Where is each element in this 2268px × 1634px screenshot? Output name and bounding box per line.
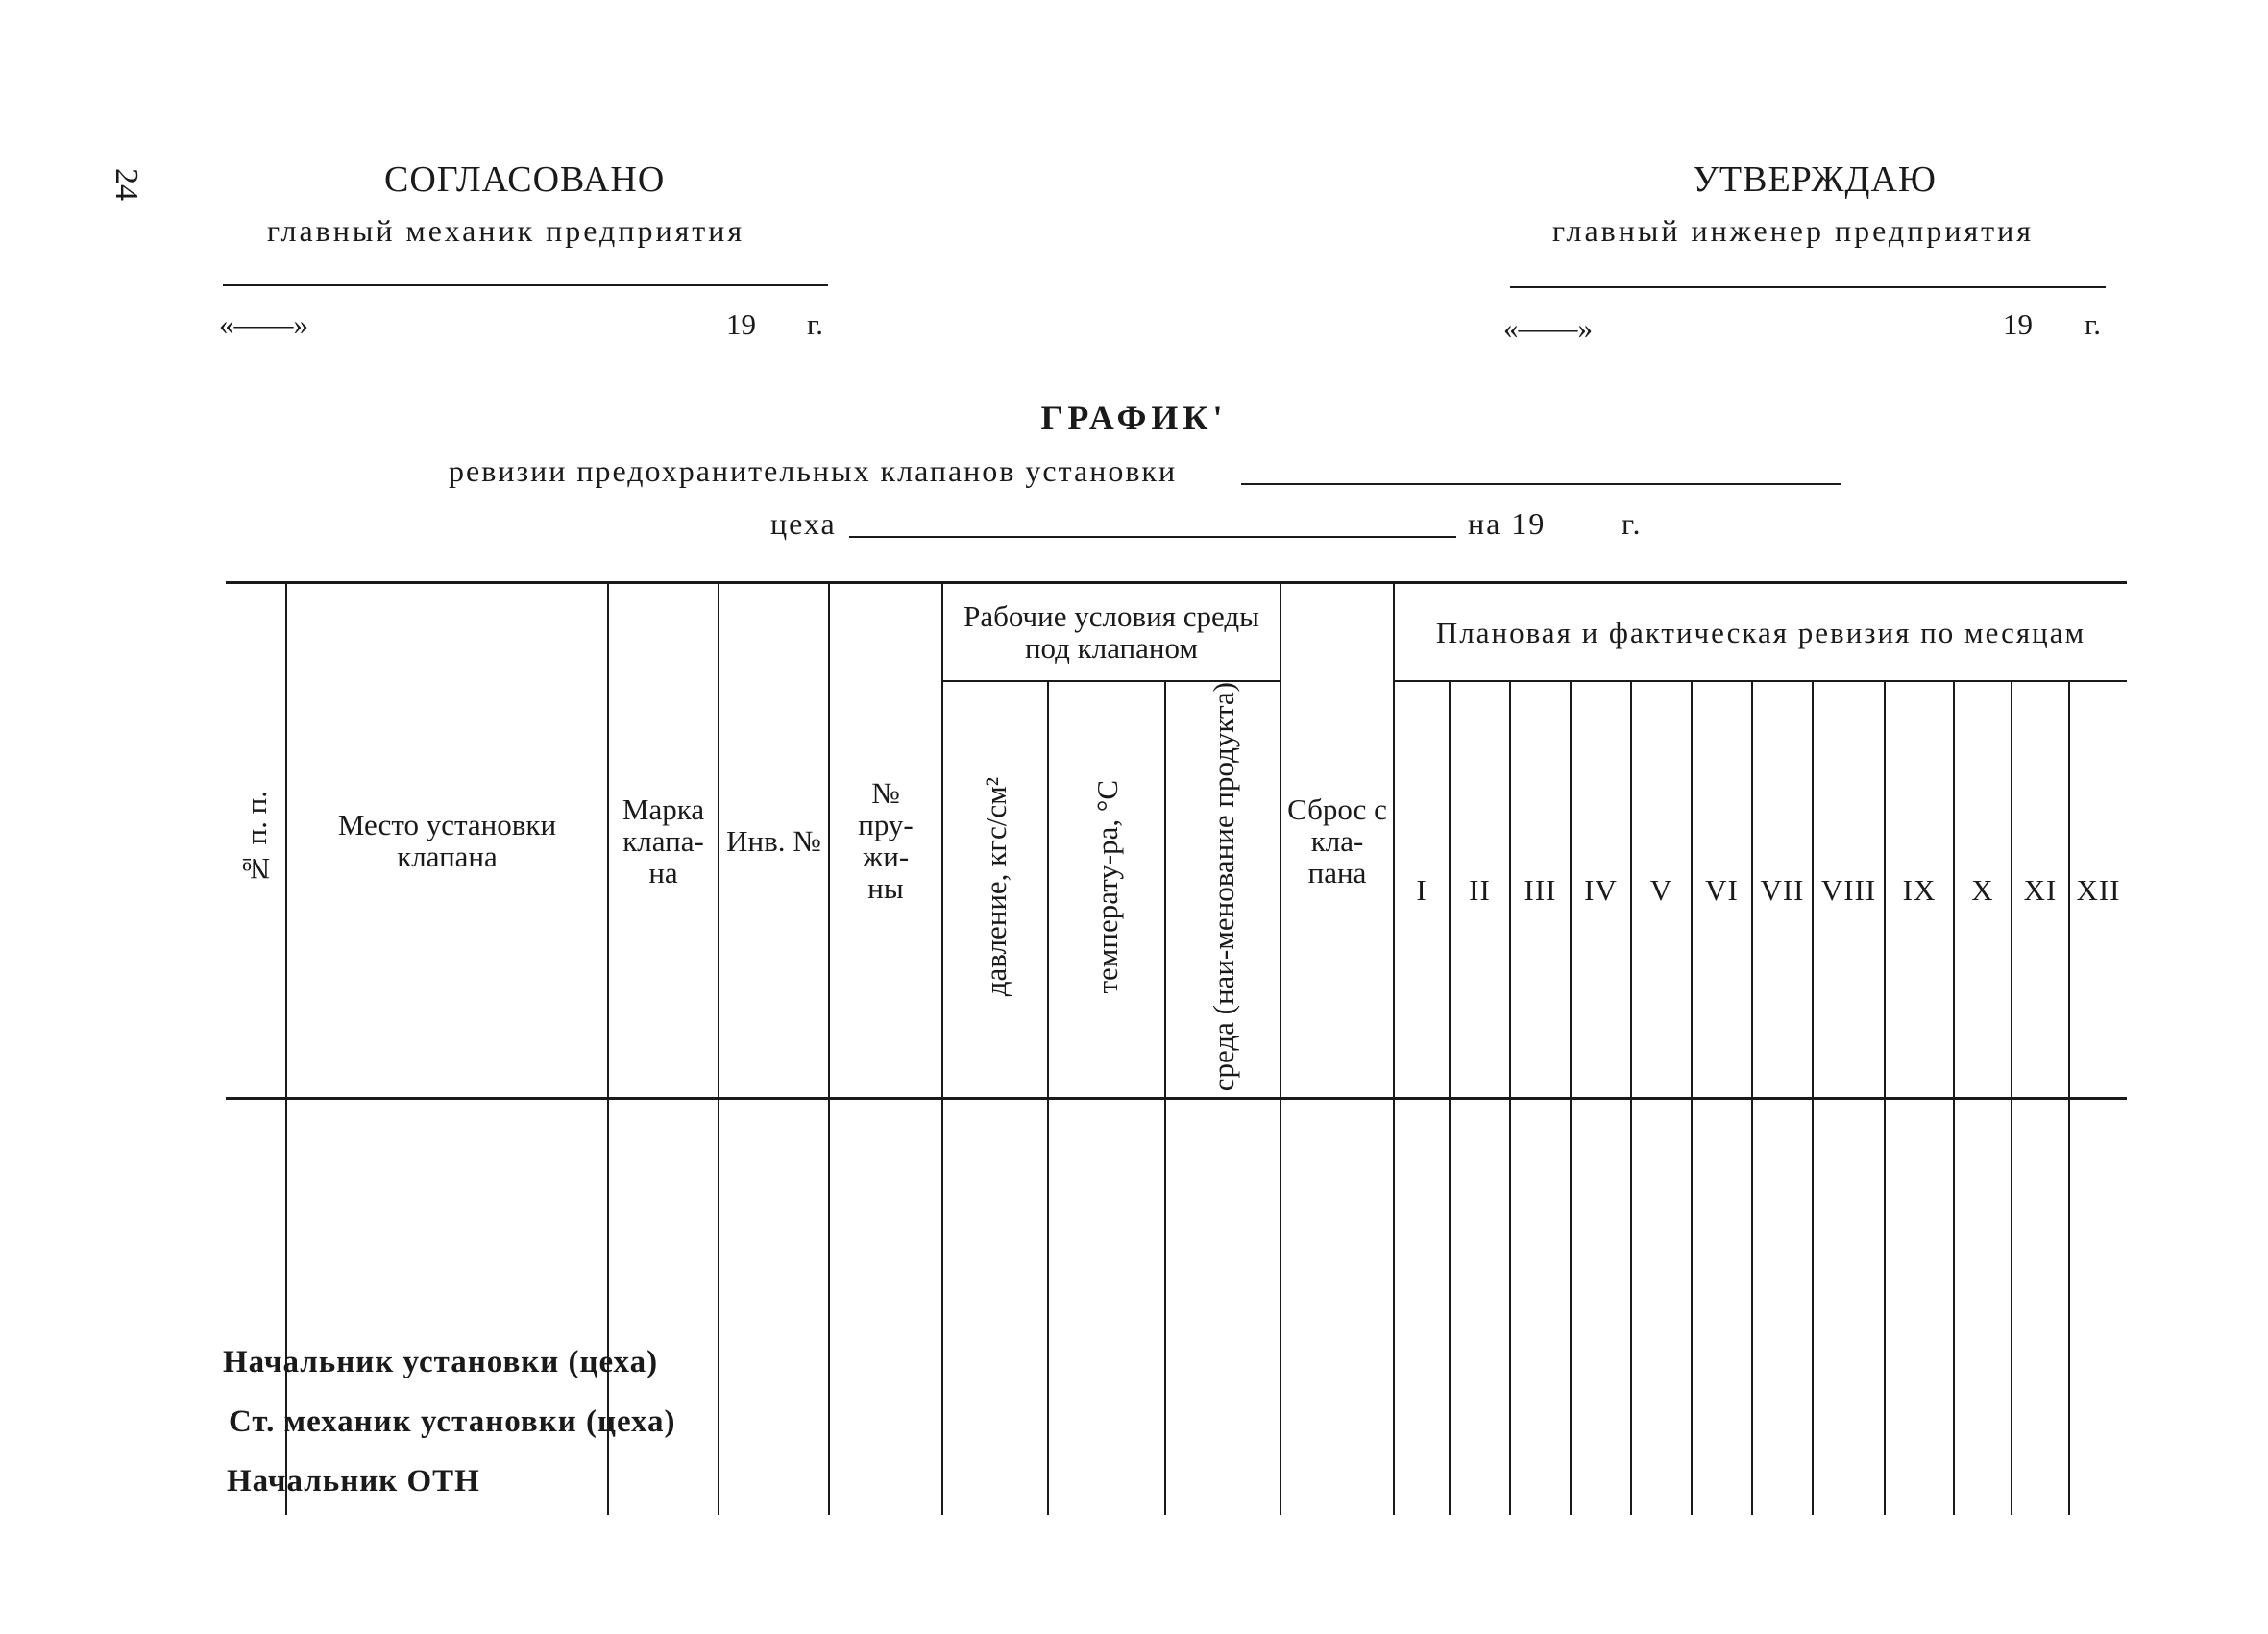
- header-month-8: VIII: [1813, 681, 1885, 1099]
- header-month-4: IV: [1571, 681, 1631, 1099]
- cell-month-3: [1510, 1099, 1571, 1516]
- title-line2-suffix: на 19: [1468, 506, 1547, 541]
- title-line2-fill-line: [849, 536, 1456, 538]
- header-row-number: [226, 583, 286, 1099]
- approval-right-year-suffix: г.: [2085, 307, 2101, 341]
- header-month-2: II: [1450, 681, 1510, 1099]
- approval-left-heading: СОГЛАСОВАНО: [384, 159, 666, 200]
- approval-right-year: 19: [2003, 307, 2033, 341]
- header-valve-brand: [608, 583, 719, 1099]
- cell-temperature: [1048, 1099, 1165, 1516]
- header-month-9: IX: [1885, 681, 1954, 1099]
- header-month-3: III: [1510, 681, 1571, 1099]
- header-temperature-label: температу-ра, °С: [1089, 779, 1124, 994]
- signature-oth-head: Начальник ОТН: [227, 1464, 480, 1499]
- approval-left-position: главный механик предприятия: [267, 213, 745, 248]
- header-working-conditions: [942, 583, 1280, 682]
- cell-month-1: [1394, 1099, 1450, 1516]
- signature-senior-mechanic: Ст. механик установки (цеха): [229, 1404, 676, 1439]
- approval-right-position: главный инженер предприятия: [1552, 213, 2034, 248]
- cell-month-5: [1631, 1099, 1692, 1516]
- header-monthly-revision: [1394, 583, 2127, 682]
- header-month-11: XI: [2012, 681, 2069, 1099]
- approval-right-heading: УТВЕРЖДАЮ: [1693, 159, 1937, 200]
- approval-right-signature-line: [1510, 286, 2106, 288]
- title-line2-label: цеха: [770, 506, 837, 541]
- header-medium-label: среда (наи-менование продукта): [1206, 682, 1240, 1092]
- header-discharge: [1280, 583, 1394, 1099]
- approval-right-date-quote: «——»: [1503, 311, 1593, 345]
- cell-month-12: [2069, 1099, 2127, 1516]
- cell-valve-brand: [608, 1099, 719, 1516]
- table-row: [226, 1099, 2127, 1516]
- page-number: 24: [109, 168, 144, 201]
- header-valve-brand-label: Марка клапа-на: [622, 792, 705, 890]
- cell-install-place: [286, 1099, 608, 1516]
- header-temperature: [1048, 681, 1165, 1099]
- header-month-6: VI: [1692, 681, 1752, 1099]
- cell-month-4: [1571, 1099, 1631, 1516]
- approval-left-date-quote: «——»: [219, 307, 308, 341]
- document-title: ГРАФИК': [1040, 399, 1228, 437]
- cell-month-6: [1692, 1099, 1752, 1516]
- approval-left-signature-line: [223, 284, 828, 286]
- header-inventory-number-label: Инв. №: [726, 823, 821, 858]
- cell-spring-number: [829, 1099, 942, 1516]
- cell-month-8: [1813, 1099, 1885, 1516]
- header-install-place: [286, 583, 608, 1099]
- header-medium: [1165, 681, 1280, 1099]
- title-line1-fill-line: [1241, 483, 1841, 485]
- cell-inventory-number: [719, 1099, 829, 1516]
- cell-month-11: [2012, 1099, 2069, 1516]
- header-working-conditions-label: Рабочие условия среды под клапаном: [963, 599, 1259, 665]
- header-row-number-label: № п. п.: [238, 790, 273, 886]
- header-discharge-label: Сброс с кла-пана: [1287, 792, 1387, 890]
- title-line2-year-suffix: г.: [1622, 506, 1643, 541]
- header-spring-number: [829, 583, 942, 1099]
- cell-pressure: [942, 1099, 1048, 1516]
- cell-row-number: [226, 1099, 286, 1516]
- title-line1-label: ревизии предохранительных клапанов установки: [449, 453, 1178, 488]
- header-monthly-revision-label: Плановая и фактическая ревизия по месяцам: [1435, 615, 2086, 649]
- header-month-1: I: [1394, 681, 1450, 1099]
- cell-month-9: [1885, 1099, 1954, 1516]
- cell-discharge: [1280, 1099, 1394, 1516]
- approval-left-year: 19: [726, 307, 756, 341]
- cell-month-7: [1752, 1099, 1813, 1516]
- header-month-10: X: [1954, 681, 2012, 1099]
- approval-left-year-suffix: г.: [807, 307, 823, 341]
- header-inventory-number: [719, 583, 829, 1099]
- header-pressure-label: давление, кгс/см²: [978, 777, 1012, 997]
- header-spring-number-label: № пру-жи-ны: [858, 776, 914, 906]
- cell-month-10: [1954, 1099, 2012, 1516]
- header-month-7: VII: [1752, 681, 1813, 1099]
- cell-medium: [1165, 1099, 1280, 1516]
- cell-month-2: [1450, 1099, 1510, 1516]
- header-month-12: XII: [2069, 681, 2127, 1099]
- signature-unit-head: Начальник установки (цеха): [223, 1345, 659, 1379]
- header-month-5: V: [1631, 681, 1692, 1099]
- header-install-place-label: Место установки клапана: [337, 808, 557, 874]
- header-pressure: [942, 681, 1048, 1099]
